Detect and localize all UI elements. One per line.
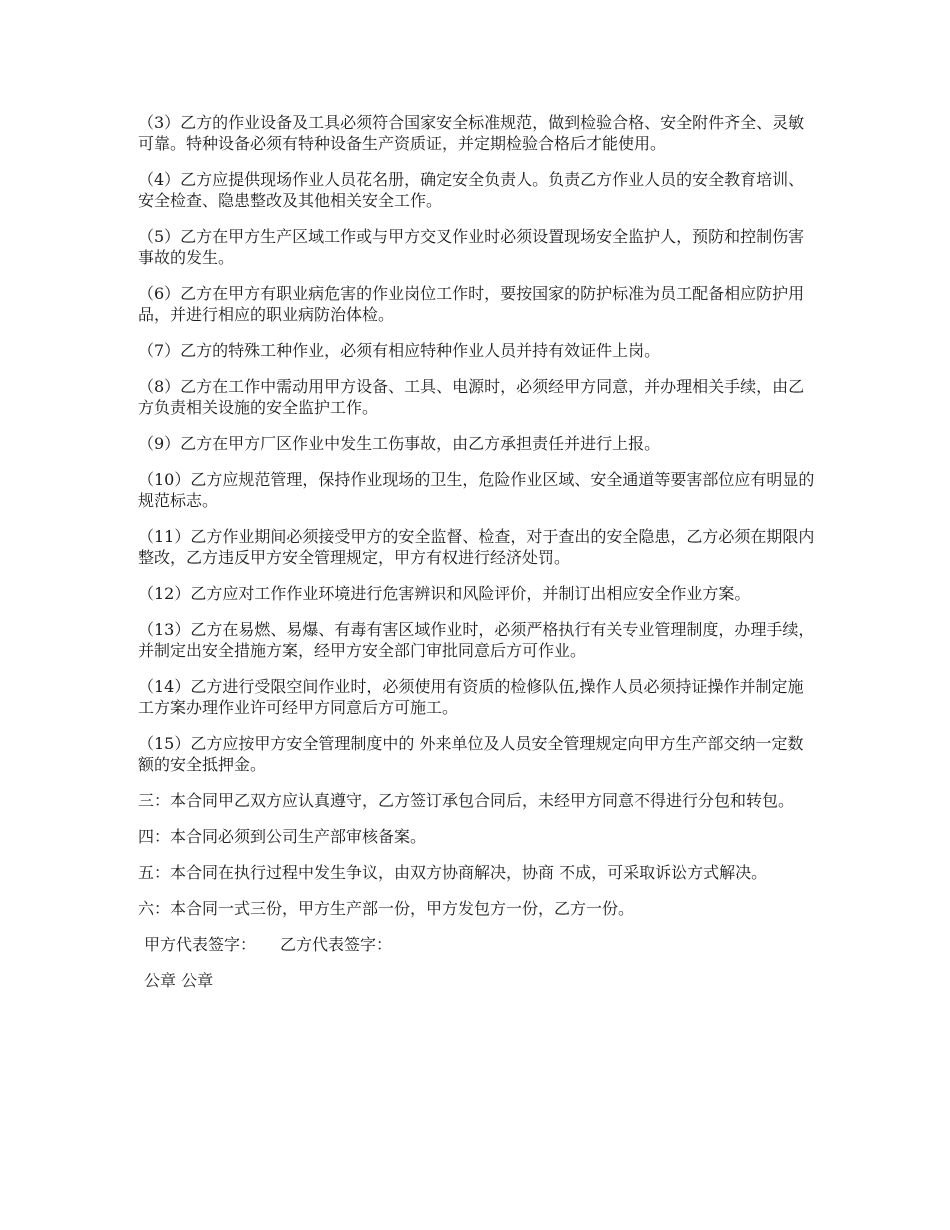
clause-11: （11）乙方作业期间必须接受甲方的安全监督、检查，对于查出的安全隐患，乙方必须在期限内整改，乙方违反甲方安全管理规定，甲方有权进行经济处罚。 [138,527,815,567]
party-a-signature-label: 甲方代表签字： [144,935,257,954]
clause-9: （9）乙方在甲方厂区作业中发生工伤事故，由乙方承担责任并进行上报。 [138,434,661,453]
clause-4: （4）乙方应提供现场作业人员花名册，确定安全负责人。负责乙方作业人员的安全教育培训、安全检查、隐患整改及其他相关安全工作。 [138,170,805,210]
clause-7: （7）乙方的特殊工种作业，必须有相应特种作业人员并持有效证件上岗。 [138,341,661,360]
party-b-signature-label: 乙方代表签字： [280,935,393,954]
clause-6: （6）乙方在甲方有职业病危害的作业岗位工作时，要按国家的防护标准为员工配备相应防护用品，并进行相应的职业病防治体检。 [138,284,805,324]
clause-5: （5）乙方在甲方生产区域工作或与甲方交叉作业时必须设置现场安全监护人，预防和控制伤害事故的发生。 [138,227,805,267]
clause-10: （10）乙方应规范管理，保持作业现场的卫生，危险作业区域、安全通道等要害部位应有明显的规范标志。 [138,470,815,510]
signature-line [138,934,818,955]
article-5: 五：本合同在执行过程中发生争议，由双方协商解决，协商 不成，可采取诉讼方式解决。 [138,863,768,882]
clause-12: （12）乙方应对工作作业环境进行危害辨识和风险评价，并制订出相应安全作业方案。 [138,584,751,603]
article-3: 三：本合同甲乙双方应认真遵守，乙方签订承包合同后，未经甲方同意不得进行分包和转包。 [138,791,795,810]
article-4: 四：本合同必须到公司生产部审核备案。 [138,827,427,846]
article-6: 六：本合同一式三份，甲方生产部一份，甲方发包方一份，乙方一份。 [138,899,635,918]
clause-3: （3）乙方的作业设备及工具必须符合国家安全标准规范，做到检验合格、安全附件齐全、灵敏可靠。特种设备必须有特种设备生产资质证，并定期检验合格后才能使用。 [138,113,805,153]
party-a-stamp-label: 公章 [144,971,177,990]
party-b-stamp-label: 公章 [181,971,214,990]
clause-13: （13）乙方在易燃、易爆、有毒有害区域作业时，必须严格执行有关专业管理制度，办理手续，并制定出安全措施方案，经甲方安全部门审批同意后方可作业。 [138,620,815,660]
document-body [138,112,818,991]
clause-15: （15）乙方应按甲方安全管理制度中的 外来单位及人员安全管理规定向甲方生产部交纳一定数额的安全抵押金。 [138,734,804,774]
stamp-line [138,970,818,991]
clause-8: （8）乙方在工作中需动用甲方设备、工具、电源时，必须经甲方同意，并办理相关手续，由乙方负责相关设施的安全监护工作。 [138,377,805,417]
clause-14: （14）乙方进行受限空间作业时，必须使用有资质的检修队伍,操作人员必须持证操作并制定施工方案办理作业许可经甲方同意后方可施工。 [138,677,804,717]
